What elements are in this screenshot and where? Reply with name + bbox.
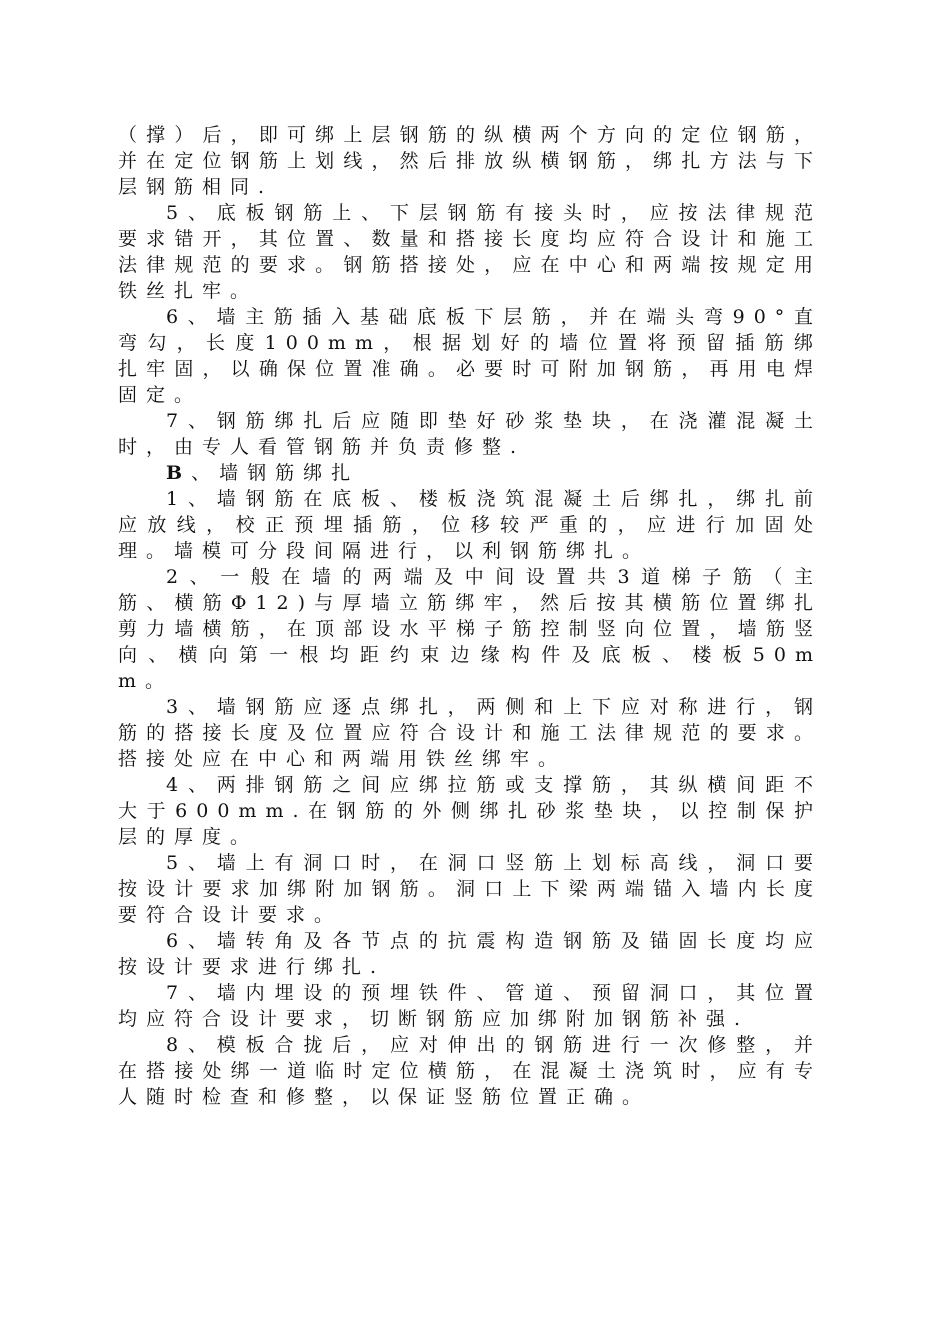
paragraph-item-5: 5、底板钢筋上、下层钢筋有接头时，应按法律规范要求错开，其位置、数量和搭接长度均应符合设计和施工法律规范的要求。钢筋搭接处，应在中心和两端按规定用铁丝扎牢。 <box>118 202 822 302</box>
paragraph-item-7: 7、钢筋绑扎后应随即垫好砂浆垫块，在浇灌混凝土时，由专人看管钢筋并负责修整. <box>118 410 822 458</box>
paragraph-wall-item-4: 4、两排钢筋之间应绑拉筋或支撑筋，其纵横间距不大于600mm.在钢筋的外侧绑扎砂浆垫块，以控制保护层的厚度。 <box>118 774 822 848</box>
paragraph-wall-item-5: 5、墙上有洞口时，在洞口竖筋上划标高线，洞口要按设计要求加绑附加钢筋。洞口上下梁两端锚入墙内长度要符合设计要求。 <box>118 852 822 926</box>
paragraph-item-6: 6、墙主筋插入基础底板下层筋，并在端头弯90°直弯勾，长度100mm，根据划好的墙位置将预留插筋绑扎牢固，以确保位置准确。必要时可附加钢筋，再用电焊固定。 <box>118 306 822 406</box>
section-heading-letter: B <box>166 462 192 484</box>
paragraph-wall-item-7: 7、墙内埋设的预埋铁件、管道、预留洞口，其位置均应符合设计要求，切断钢筋应加绑附加钢筋补强. <box>118 982 822 1030</box>
paragraph-wall-item-1: 1、墙钢筋在底板、楼板浇筑混凝土后绑扎，绑扎前应放线，校正预埋插筋，位移较严重的，应进行加固处理。墙模可分段间隔进行，以利钢筋绑扎。 <box>118 488 822 562</box>
paragraph-wall-item-8: 8、模板合拢后，应对伸出的钢筋进行一次修整，并在搭接处绑一道临时定位横筋，在混凝土浇筑时，应有专人随时检查和修整，以保证竖筋位置正确。 <box>118 1034 822 1108</box>
paragraph-wall-item-3: 3、墙钢筋应逐点绑扎，两侧和上下应对称进行，钢筋的搭接长度及位置应符合设计和施工法律规范的要求。搭接处应在中心和两端用铁丝绑牢。 <box>118 696 822 770</box>
document-page <box>118 122 822 1110</box>
section-heading-b <box>118 460 822 486</box>
paragraph-wall-item-6: 6、墙转角及各节点的抗震构造钢筋及锚固长度均应按设计要求进行绑扎. <box>118 930 822 978</box>
paragraph-wall-item-2: 2、一般在墙的两端及中间设置共3道梯子筋（主筋、横筋Φ12)与厚墙立筋绑牢，然后按其横筋位置绑扎剪力墙横筋，在顶部设水平梯子筋控制竖向位置，墙筋竖向、横向第一根均距约束边缘构件及底板、楼板50mm。 <box>118 566 822 692</box>
paragraph-continuation: （撑）后，即可绑上层钢筋的纵横两个方向的定位钢筋，并在定位钢筋上划线，然后排放纵横钢筋，绑扎方法与下层钢筋相同. <box>118 124 822 198</box>
section-heading-title: 、墙钢筋绑扎 <box>191 462 360 484</box>
